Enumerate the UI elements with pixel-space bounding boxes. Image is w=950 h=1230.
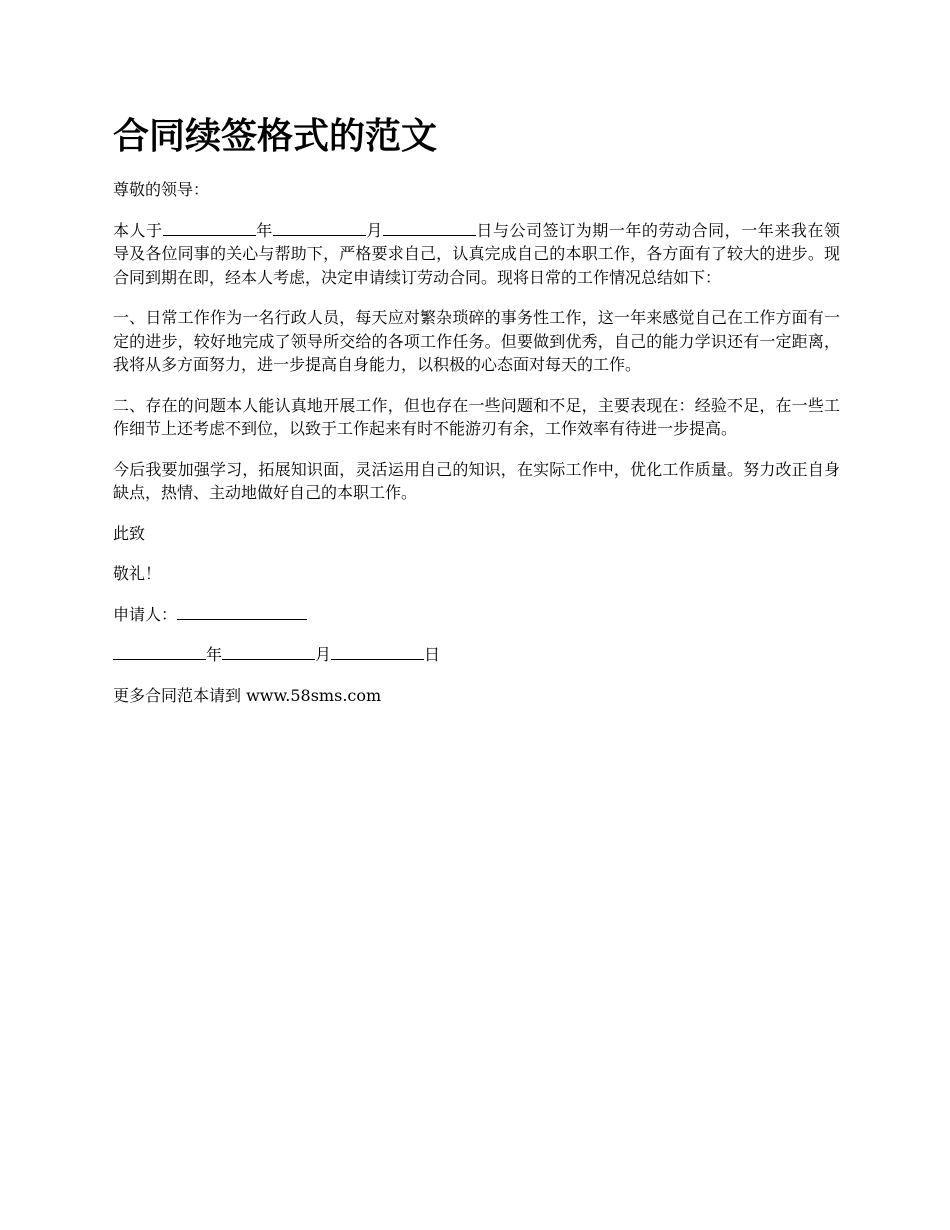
intro-prefix: 本人于: [113, 220, 163, 240]
date-month-label: 月: [315, 645, 332, 664]
section-daily-work: 一、日常工作作为一名行政人员，每天应对繁杂琐碎的事务性工作，这一年来感觉自己在工作方面有一定的进步，较好地完成了领导所交给的各项工作任务。但要做到优秀，自己的能力学识还有一定距离，我将从多方面努力，进一步提高自身能力，以积极的心态面对每天的工作。: [113, 308, 840, 374]
applicant-blank: [177, 603, 307, 620]
section-plan: 今后我要加强学习，拓展知识面，灵活运用自己的知识，在实际工作中，优化工作质量。努力改正自身缺点，热情、主动地做好自己的本职工作。: [113, 459, 840, 502]
intro-month-label: 月: [365, 220, 383, 240]
date-day-label: 日: [424, 645, 441, 664]
footer-link-text: 更多合同范本请到 www.58sms.com: [113, 685, 382, 705]
intro-year-label: 年: [255, 220, 273, 240]
date-day-blank: [331, 643, 424, 660]
month-blank: [273, 219, 366, 236]
date-line: [113, 643, 840, 667]
applicant-line: [113, 603, 840, 627]
date-month-blank: [222, 643, 315, 660]
closing-jingli: 敬礼！: [113, 564, 162, 583]
applicant-label: 申请人：: [113, 604, 178, 624]
date-year-blank: [113, 643, 206, 660]
intro-suffix: 日与公司签订为期一年的劳动合同，一年来我在领导及各位同事的关心与帮助下，严格要求自己，认真完成自己的本职工作，各方面有了较大的进步。现合同到期在即，经本人考虑，决定申请续订劳动合同。现将日常的工作情况总结如下：: [113, 220, 840, 287]
date-year-label: 年: [206, 645, 223, 664]
section-problems: 二、存在的问题本人能认真地开展工作，但也存在一些问题和不足，主要表现在：经验不足，在一些工作细节上还考虑不到位，以致于工作起来有时不能游刃有余，工作效率有待进一步提高。: [113, 395, 840, 438]
year-blank: [163, 219, 256, 236]
intro-paragraph: [113, 219, 840, 290]
day-blank: [383, 219, 476, 236]
document-page: [113, 112, 840, 724]
salutation: 尊敬的领导：: [113, 180, 210, 199]
closing-cizhi: 此致: [113, 523, 146, 543]
document-title: 合同续签格式的范文: [113, 115, 438, 157]
